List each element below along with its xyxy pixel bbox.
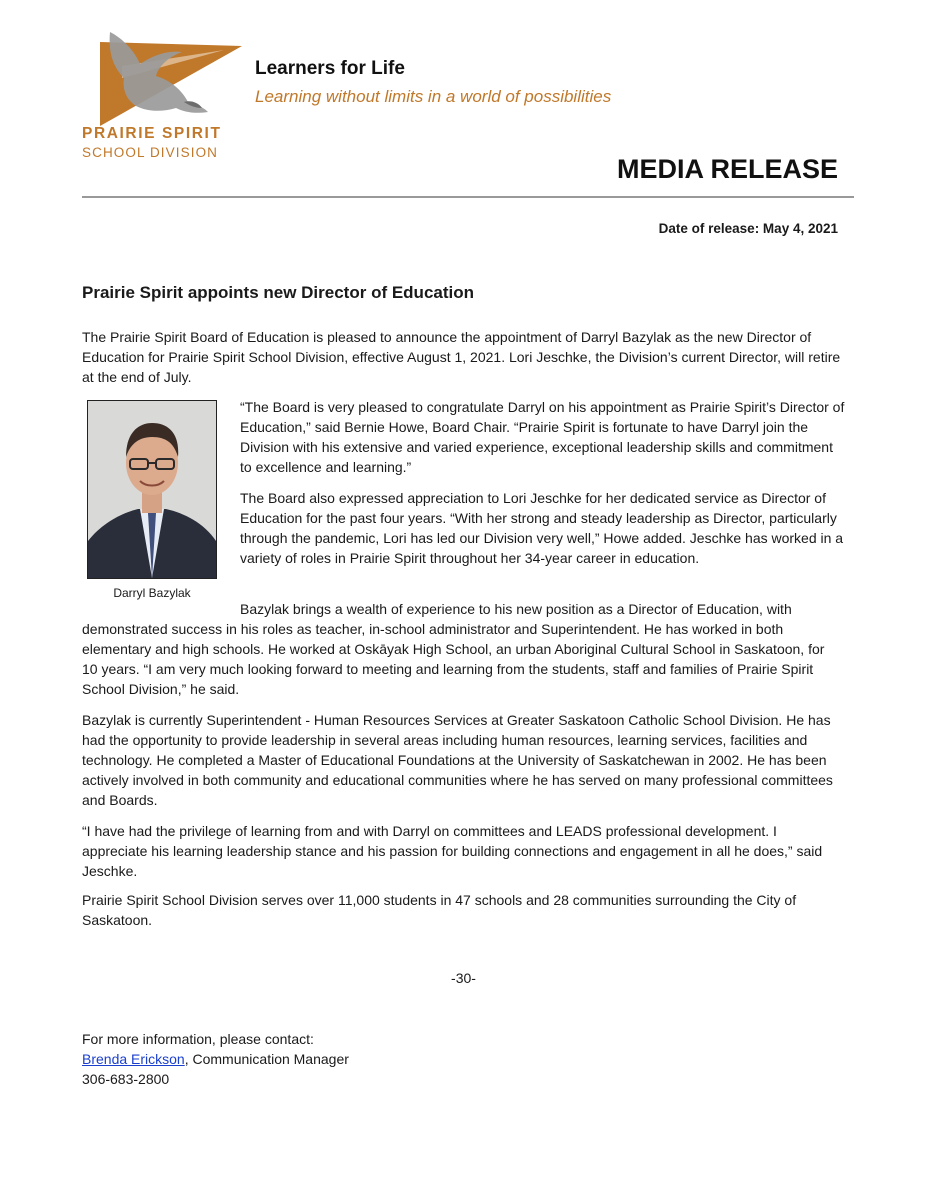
contact-name-line <box>82 1049 349 1069</box>
contact-phone: 306-683-2800 <box>82 1071 170 1087</box>
header-divider <box>82 196 854 198</box>
photo-caption: Darryl Bazylak <box>113 586 191 600</box>
org-name: PRAIRIE SPIRIT <box>82 125 222 142</box>
contact-intro: For more information, please contact: <box>82 1031 314 1047</box>
paragraph-2: “The Board is very pleased to congratulate Darryl on his appointment as Prairie Spirit’s Director of Education,” said Bernie Howe, Board Chair. “Prairie Spirit is fortunate to have Darryl join the Division with his extensive and varied experience, exceptional leadership skills and commitment to excellence and learning.” <box>240 399 845 475</box>
org-subtitle: SCHOOL DIVISION <box>82 145 219 160</box>
end-mark: -30- <box>451 970 476 986</box>
portrait-photo <box>87 400 217 579</box>
paragraph-5: Bazylak is currently Superintendent - Human Resources Services at Greater Saskatoon Catholic School Division. He has had the opportunity to provide leadership in several areas including human resources, learning services, facilities and technology. He completed a Master of Educational Foundations at the University of Saskatchewan in 2002. He has been actively involved in both community and educational communities where he has served on many professional committees and Boards. <box>82 712 833 808</box>
release-date: Date of release: May 4, 2021 <box>658 221 838 236</box>
paragraph-6: “I have had the privilege of learning from and with Darryl on committees and LEADS professional development. I appreciate his learning leadership stance and his passion for building connections and engagement in all he does,” said Jeschke. <box>82 823 823 879</box>
tagline-subtitle: Learning without limits in a world of possibilities <box>255 87 612 106</box>
paragraph-4: Bazylak brings a wealth of experience to his new position as a Director of Education, with demonstrated success in his roles as teacher, in-school administrator and Superintendent. He has worked in both elementary and high schools. He worked at Oskāyak High School, an urban Aboriginal Cultural School in Saskatoon, for 10 years. “I am very much looking forward to meeting and learning from the students, staff and families of Prairie Spirit School Division,” he said. <box>82 601 825 697</box>
contact-email-link[interactable]: Brenda Erickson <box>82 1051 185 1067</box>
paragraph-7: Prairie Spirit School Division serves over 11,000 students in 47 schools and 28 communities surrounding the City of Saskatoon. <box>82 892 797 928</box>
article-headline: Prairie Spirit appoints new Director of Education <box>82 283 475 302</box>
paragraph-3: The Board also expressed appreciation to Lori Jeschke for her dedicated service as Director of Education for the past four years. “With her strong and steady leadership as Director, particularly through the pandemic, Lori has led our Division very well,” Howe added. Jeschke has worked in a variety of roles in Prairie Spirit throughout her 34-year career in education. <box>240 490 844 566</box>
paragraph-1: The Prairie Spirit Board of Education is pleased to announce the appointment of Darryl Bazylak as the new Director of Education for Prairie Spirit School Division, effective August 1, 2021. Lori Jeschke, the Division’s current Director, will retire at the end of July. <box>82 329 841 385</box>
contact-role: , Communication Manager <box>184 1051 349 1067</box>
tagline: Learners for Life <box>255 58 405 79</box>
release-title: MEDIA RELEASE <box>616 154 838 184</box>
